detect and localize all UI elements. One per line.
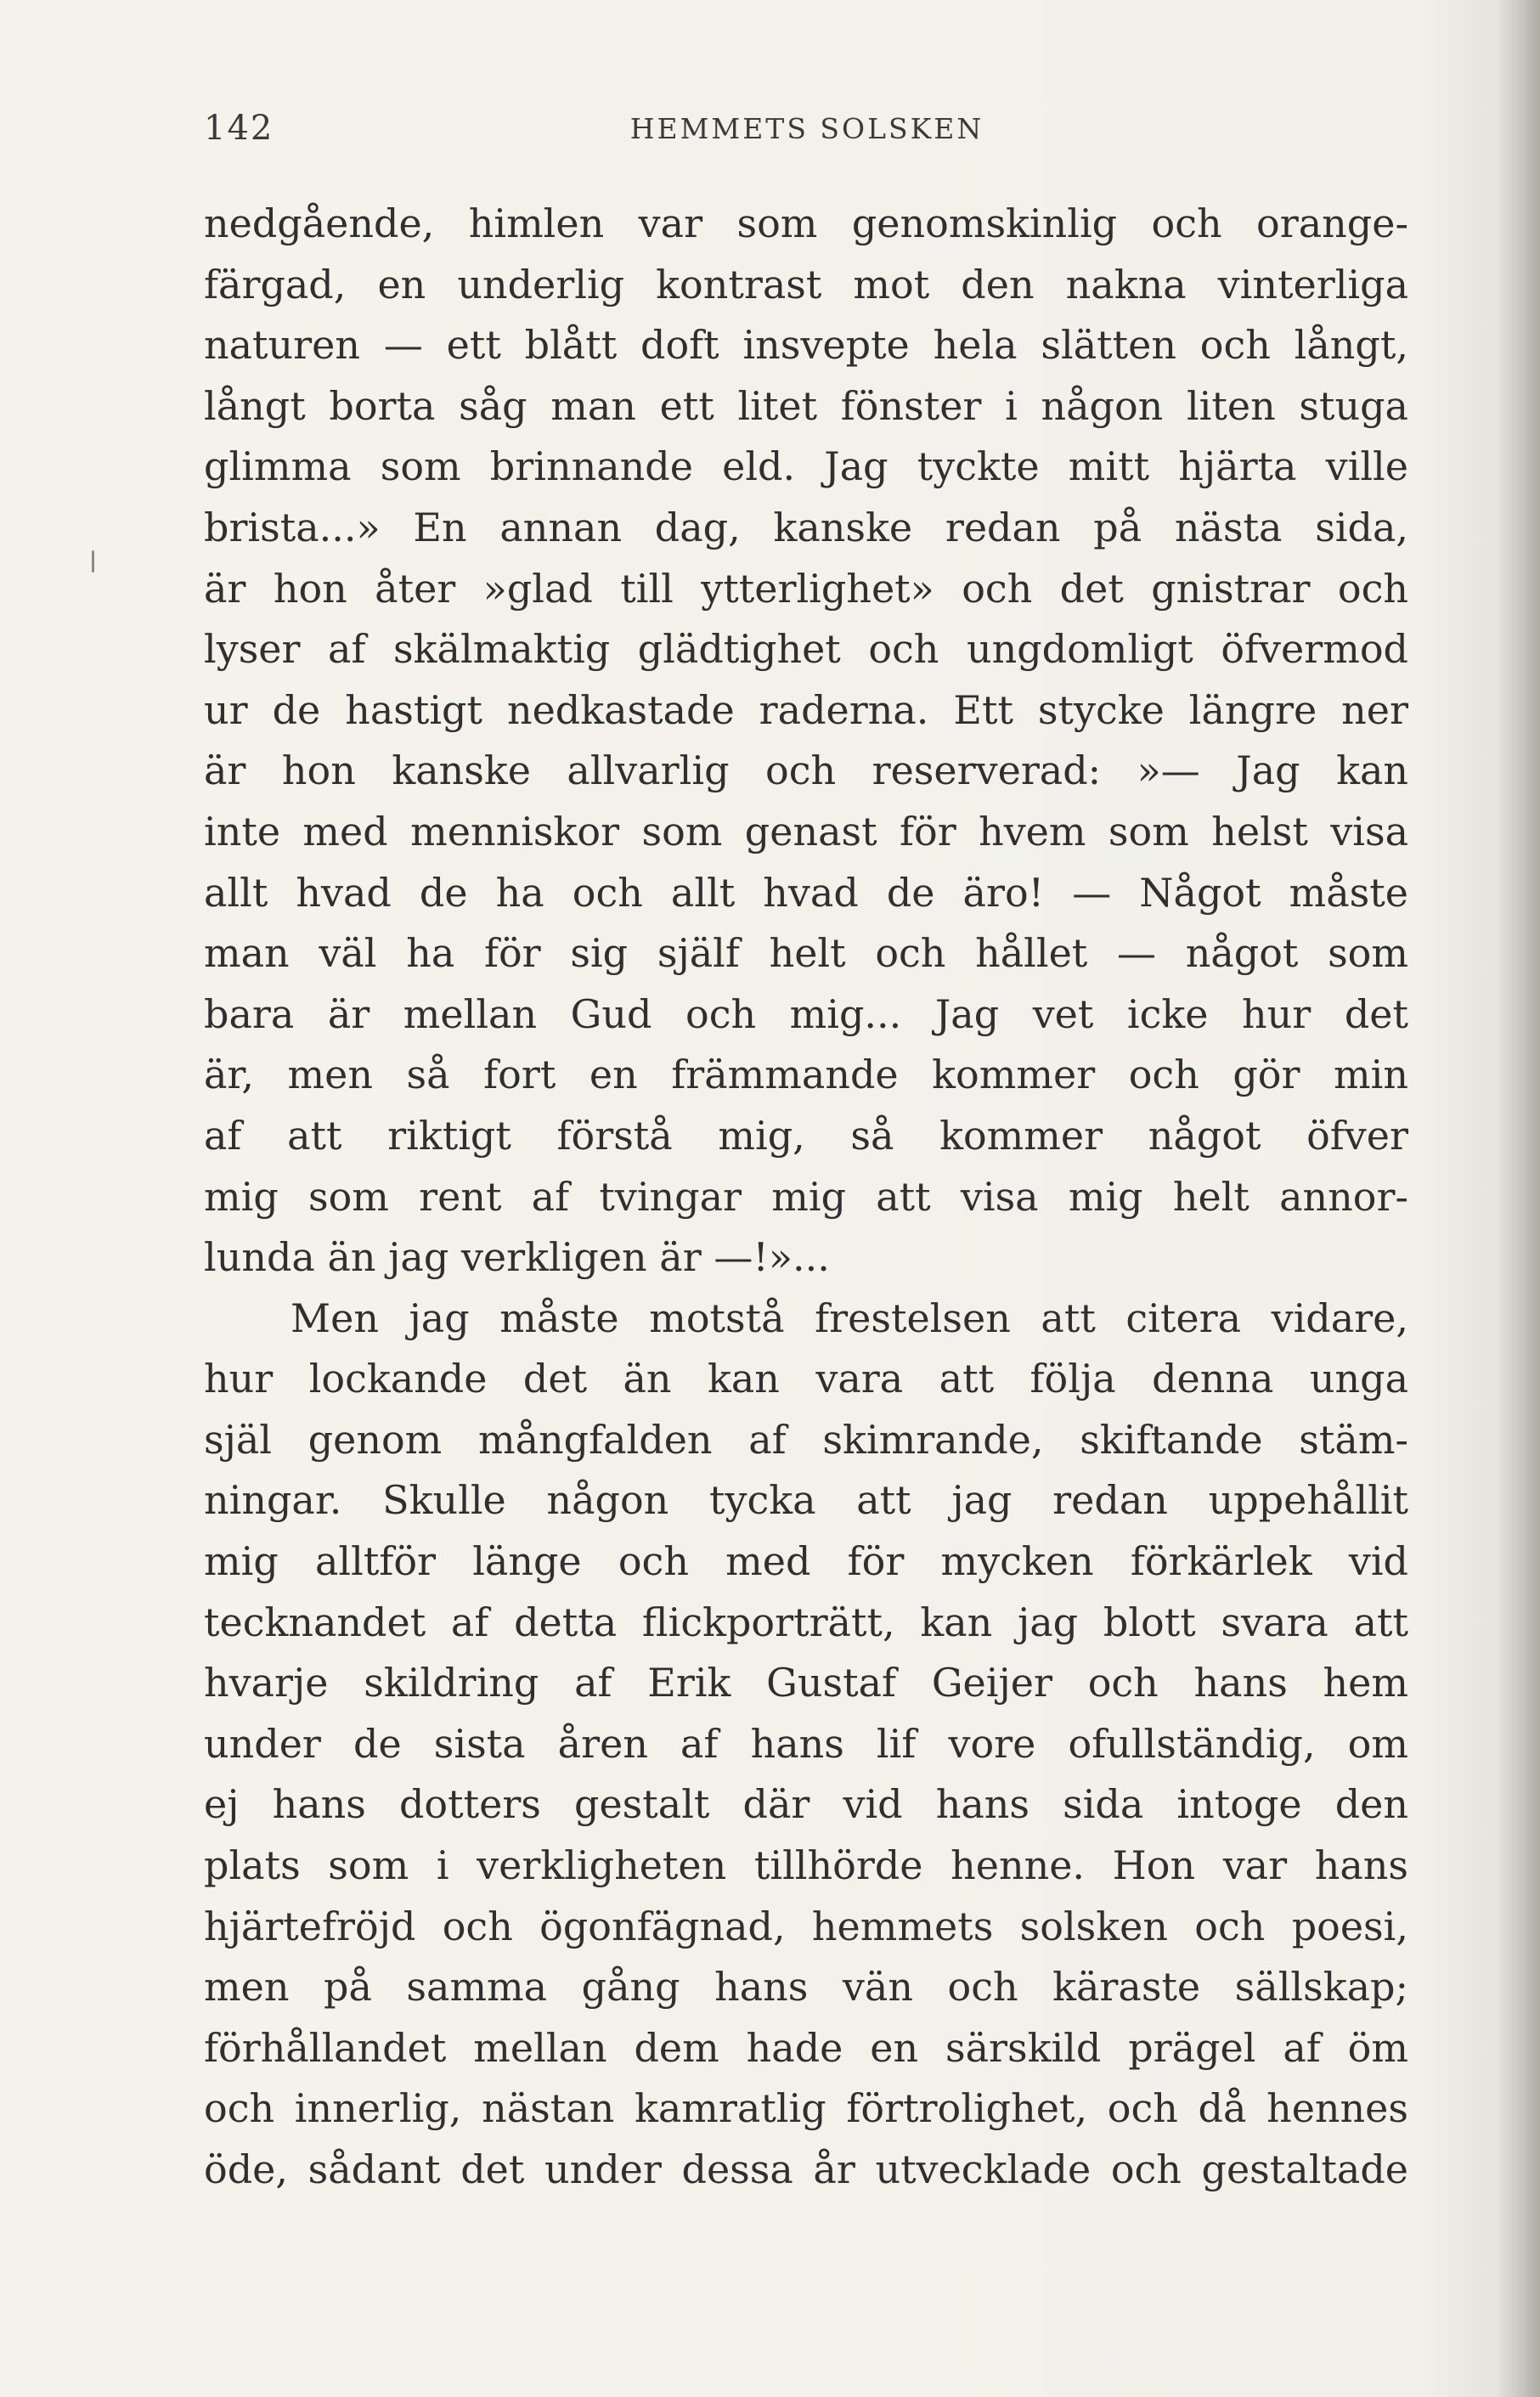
text-line: ningar. Skulle någon tycka att jag redan uppehållit [204, 1477, 1408, 1524]
text-line: färgad, en underlig kontrast mot den nakna vinterliga [204, 261, 1408, 307]
page-number: 142 [204, 109, 274, 148]
page-header [204, 109, 1410, 160]
margin-speck [92, 550, 94, 572]
text-line: tecknandet af detta flickporträtt, kan jag blott svara att [204, 1599, 1408, 1645]
text-line: allt hvad de ha och allt hvad de äro! — Något måste [204, 869, 1408, 916]
text-line: naturen — ett blått doft insvepte hela slätten och långt, [204, 322, 1408, 369]
text-line: ej hans dotters gestalt där vid hans sida intoge den [204, 1781, 1408, 1828]
text-line: ur de hastigt nedkastade raderna. Ett stycke längre ner [204, 686, 1408, 733]
text-line: själ genom mångfalden af skimrande, skiftande stäm- [204, 1416, 1408, 1463]
text-line: är hon åter »glad till ytterlighet» och det gnistrar och [204, 565, 1408, 612]
running-title: HEMMETS SOLSKEN [629, 112, 984, 145]
text-line: plats som i verkligheten tillhörde henne. Hon var hans [204, 1842, 1408, 1889]
text-line: man väl ha för sig själf helt och hållet — något som [204, 930, 1408, 977]
text-line: och innerlig, nästan kamratlig förtrolighet, och då hennes [204, 2085, 1408, 2132]
text-line: mig alltför länge och med för mycken förkärlek vid [204, 1538, 1408, 1585]
text-line: af att riktigt förstå mig, så kommer något öfver [204, 1112, 1408, 1159]
text-line: är hon kanske allvarlig och reserverad: »— Jag kan [204, 747, 1408, 794]
body-text [204, 194, 1408, 2201]
text-line: men på samma gång hans vän och käraste sällskap; [204, 1964, 1408, 2011]
text-line: under de sista åren af hans lif vore ofullständig, om [204, 1720, 1408, 1767]
text-line: öde, sådant det under dessa år utvecklade och gestaltade [204, 2146, 1408, 2192]
text-line: hvarje skildring af Erik Gustaf Geijer och hans hem [204, 1660, 1408, 1706]
text-line: hjärtefröjd och ögonfägnad, hemmets solsken och poesi, [204, 1903, 1408, 1949]
text-line: nedgående, himlen var som genomskinlig och orange- [204, 200, 1408, 246]
page-edge-shadow [1498, 0, 1540, 2397]
text-line: mig som rent af tvingar mig att visa mig helt annor- [204, 1173, 1408, 1220]
text-line: lyser af skälmaktig glädtighet och ungdomligt öfvermod [204, 626, 1408, 673]
text-line: glimma som brinnande eld. Jag tyckte mitt hjärta ville [204, 443, 1408, 490]
text-line: hur lockande det än kan vara att följa denna unga [204, 1356, 1408, 1402]
text-line: är, men så fort en främmande kommer och gör min [204, 1052, 1408, 1098]
text-line: lunda än jag verkligen är —!»... [204, 1234, 830, 1281]
text-line: förhållandet mellan dem hade en särskild prägel af öm [204, 2024, 1408, 2071]
text-line: bara är mellan Gud och mig... Jag vet icke hur det [204, 990, 1408, 1037]
text-line: Men jag måste motstå frestelsen att citera vidare, [291, 1294, 1408, 1341]
text-line: inte med menniskor som genast för hvem som helst visa [204, 808, 1408, 854]
text-line: brista...» En annan dag, kanske redan på nästa sida, [204, 504, 1408, 550]
text-line: långt borta såg man ett litet fönster i någon liten stuga [204, 382, 1408, 429]
